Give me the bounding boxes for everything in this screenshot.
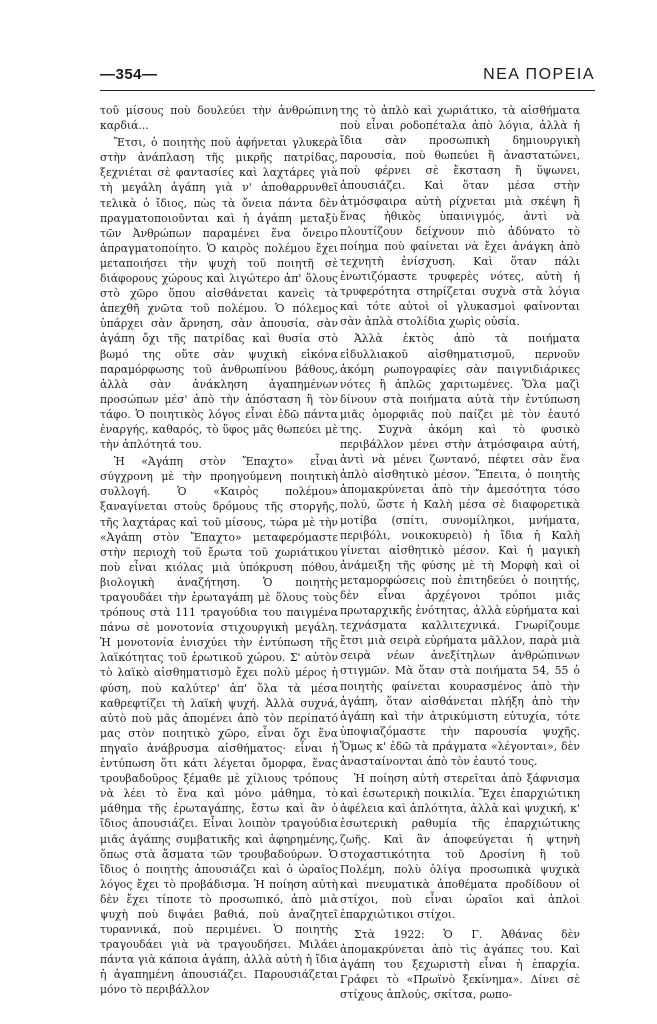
journal-title: ΝΕΑ ΠΟΡΕΙΑ: [483, 66, 595, 83]
paragraph: Ἔτσι, ὁ ποιητὴς ποὺ ἀφήνεται γλυκερὰ στὴν ἀνάπλαση τῆς μικρῆς πατρίδας, ξεχνιέται σὲ φαντασίες καὶ λαχτάρες γιὰ τὴ μεγάλη ἀγάπη γιὰ ν' ἀποθαρρυνθεῖ τελικὰ ὁ ἴδιος, πὼς τὰ ὄνεια πάντα δὲν πραγματοποιοῦνται καὶ ἡ ἀγάπη μεταξὺ τῶν Ἀνθρώπων παραμένει ἕνα ὄνειρο ἀπραγματοποίητο. Ὁ καιρὸς πολέμου ἔχει μεταποιήσει τὴν ψυχὴ τοῦ ποιητῆ σὲ διάφορους χώρους καὶ λιγώτερο ἀπ' ὅλους στὸ χῶρο ὅπου αἰσθάνεται κανεὶς τὰ ἀπεχθῆ χνῶτα τοῦ πολέμου. Ὁ πόλεμος ὑπάρχει σὰν ἄρνηση, σὰν ἀπουσία, σὰν ἀγάπη ὄχι τῆς πατρίδας καὶ θυσία στὸ βωμό της οὔτε σὰν ψυχικὴ εἰκόνα παραμόρφωσης τοῦ ἀνθρωπίνου βάθους, ἀλλὰ σὰν ἀνάκληση ἀγαπημένων προσώπων μέσ' ἀπὸ τὴν ἀπόσταση ἢ τὸν τάφο. Ὁ ποιητικὸς λόγος εἶναι ἐδῶ πάντα ἐναργής, καθαρός, τὸ ὕφος μᾶς θωπεύει μὲ τὴν ἁπλότητά του.: [100, 136, 338, 452]
right-column: [340, 103, 580, 1003]
paragraph: Στὰ 1922: Ὁ Γ. Ἀθάνας δὲν ἀπομακρύνεται ἀπὸ τὶς ἀγάπες του. Καὶ ἀγάπη του ξεχωριστὴ εἶναι ἡ ἐπαρχία. Γράφει τὸ «Πρωϊνὸ ξεκίνημα». Δίνει σὲ στίχους ἁπλούς, σκίτσα, ρωπο-: [340, 928, 580, 1002]
left-column: [100, 103, 338, 998]
paragraph: Ἀλλὰ ἐκτὸς ἀπὸ τὰ ποιήματα εἰδυλλιακοῦ αἰσθηματισμοῦ, περνοῦν ἀκόμη ρωπογραφίες σὰν παιγνιδιάρικες νότες ἢ ἁπλῶς χαριτωμένες. Ὅλα μαζὶ δίνουν στὰ ποιήματα αὐτὰ τὴν ἐντύπωση μιᾶς ὁμορφιᾶς ποὺ παίζει μὲ τὸν ἑαυτό της. Συχνὰ ἀκόμη καὶ τὸ φυσικὸ περιβάλλον μένει στὴν ἀτμόσφαιρα αὐτή, ἀντὶ νὰ μένει ζωντανό, πέφτει σὰν ἕνα ἁπλὸ αἰσθητικὸ μέσον. Ἔπειτα, ὁ ποιητὴς ἀπομακρύνεται ἀπὸ τὴν ἀμεσότητα τόσο πολύ, ὥστε ἡ Καλὴ μέσα σὲ διαφορετικὰ μοτίβα (σπίτι, συνομίληκοι, μνήματα, περιβόλι, νοικοκυρειὸ) ἡ ἴδια ἡ Καλὴ γίνεται αἰσθητικὸ μέσον. Καὶ ἡ μαγικὴ ἀνάμειξη τῆς φύσης μὲ τὴ Μορφὴ καὶ οἱ μεταμορφώσεις ποὺ ἐπιτηδεύει ὁ ποιητής, δὲν εἶναι ἀρχέγονοι τρόποι μιᾶς πρωταρχικῆς ἑνότητας, ἀλλὰ εὑρήματα καὶ τεχνάσματα καλλιτεχνικά. Γνωρίζουμε ἔτσι μιὰ σειρὰ εὑρήματα μᾶλλον, παρὰ μιὰ σειρὰ νέων ἀνεξίτηλων ἀνθρώπινων στιγμῶν. Μὰ ὅταν στὰ ποιήματα 54, 55 ὁ ποιητὴς φαίνεται κουρασμένος ἀπὸ τὴν ἀγάπη, ὅταν αἰσθάνεται πλήξη ἀπὸ τὴν ἀγάπη καὶ τὴν ἀτρικύμιστη εὐτυχία, τότε ὑποψιαζόμαστε τὴν παρουσία ψυχῆς. Ὅμως κ' ἐδῶ τὰ πράγματα «λέγονται», δὲν ἀνασταίνονται ἀπὸ τὸν ἑαυτό τους.: [340, 332, 580, 769]
paragraph: Ἡ ποίηση αὐτὴ στερεῖται ἀπὸ ξάφνισμα καὶ ἐσωτερικὴ ποικιλία. Ἔχει ἐπαρχιώτικη ἀφέλεια καὶ ἁπλότητα, ἀλλὰ καὶ ψυχική, κ' ἐσωτερικὴ ραθυμία τῆς ἐπαρχιώτικης ζωῆς. Καὶ ἂν ἀποφεύγεται ἡ ψτηνὴ στοχαστικότητα τοῦ Δροσίνη ἢ τοῦ Πολέμη, πολὺ ὀλίγα προσωπικὰ ψυχικὰ καὶ πνευματικὰ ἀποθέματα προδίδουν οἱ στίχοι, ποὺ εἶναι ὡραῖοι καὶ ἁπλοὶ ἐπαρχιώτικοι στίχοι.: [340, 772, 580, 921]
paragraph: τοῦ μίσους ποὺ δουλεύει τὴν ἀνθρώπινη καρδιά...: [100, 104, 338, 133]
paragraph: Ἡ «Ἀγάπη στὸν Ἔπαχτο» εἶναι σύγχρονη μὲ τὴν προηγούμενη ποιητικὴ συλλογή. Ὁ «Καιρὸς πολέμου» ξαναγίνεται στοὺς δρόμους τῆς στοργῆς, τῆς λαχτάρας καὶ τοῦ μίσους, τώρα μὲ τὴν «Ἀγάπη στὸν Ἔπαχτο» μεταφερόμαστε στὴν περιοχὴ τοῦ ἔρωτα τοῦ χωριάτικου ποὺ εἶναι κιόλας μιὰ ὑπόκρυση πόθου, βιολογικὴ ἀναζήτηση. Ὁ ποιητὴς τραγουδάει τὴν ἐρωταγάπη μὲ ὅλους τοὺς τρόπους στὰ 111 τραγούδια του παιγμένα πάνω σὲ μονοτονία στιχουργικὴ μεγάλη. Ἡ μονοτονία ἐνισχύει τὴν ἐντύπωση τῆς λαϊκότητας τοῦ ἐρωτικοῦ χώρου. Σ' αὐτὸν τὸ λαϊκὸ αἰσθηματισμὸ ἔχει πολὺ μέρος ἡ φύση, ποὺ καλύτερ' ἀπ' ὅλα τὰ μέσα καθρεφτίζει τὴ λαϊκὴ ψυχή. Ἀλλὰ συχνά, αὐτὸ ποὺ μᾶς ἀπομένει ἀπὸ τὸν περίπατό μας στὸν ποιητικὸ χῶρο, εἶναι ὄχι ἕνα πηγαῖο ἀνάβρυσμα αἰσθήματος· εἶναι ἡ ἐντύπωση ὅτι κάτι λέγεται ὄμορφα, ἕνας τρουβαδοῦρος ξέμαθε μὲ χίλιους τρόπους νὰ λέει τὸ ἕνα καὶ μόνο μάθημα, τὸ μάθημα τῆς ἐρωταγάπης, ἔστω καὶ ἂν ὁ ἴδιος ἀπουσιάζει. Εἶναι λοιπὸν τραγούδια μιᾶς ἀγάπης συμβατικῆς καὶ ἀφηρημένης, ὅπως στὰ ἄσματα τῶν τρουβαδούρων. Ὁ ἴδιος ὁ ποιητὴς ἀπουσιάζει καὶ ὁ ὡραῖος λόγος ἔχει τὸ προβάδισμα. Ἡ ποίηση αὐτὴ δὲν ἔχει τίποτε τὸ προσωπικό, ἀπὸ μιὰ ψυχὴ ποὺ διψάει βαθιά, ποὺ ἀναζητεῖ τυραννικά, ποὺ περιμένει. Ὁ ποιητὴς τραγουδάει γιὰ νὰ τραγουδήσει. Μιλάει πάντα γιὰ κάποια ἀγάπη, ἀλλὰ αὐτὴ ἡ ἴδια ἡ ἀγαπημένη ἀπουσιάζει. Παρουσιάζεται μόνο τὸ περιβάλλον: [100, 455, 338, 997]
header-rule: [100, 90, 595, 91]
page-number: —354—: [100, 66, 158, 83]
page-header: [100, 66, 595, 88]
paragraph: της τὸ ἁπλὸ καὶ χωριάτικο, τὰ αἰσθήματα ποὺ εἶναι ροδοπέταλα ἀπὸ λόγια, ἀλλὰ ἡ ἴδια σὰν προσωπικὴ δημιουργικὴ παρουσία, ποὺ θωπεύει ἢ ἀναστατώνει, ποὺ φέρνει σὲ ἔκσταση ἢ ὕψωνει, ἀπουσιάζει. Καὶ ὅταν μέσα στὴν ἀτμόσφαιρα αὐτὴ ρίχνεται μιὰ σκέψη ἢ ἕνας ἠθικὸς ὑπαινιγμός, ἀντὶ νὰ πλουτίζουν δείχνουν πιὸ ἀδύνατο τὸ ποίημα ποὺ φαίνεται νὰ ἔχει ἀνάγκη ἀπὸ τεχνητὴ ἐνίσχυση. Καὶ ὅταν πάλι ἐνωτιζόμαστε τρυφερὲς νότες, αὐτὴ ἡ τρυφερότητα στηρίζεται συχνὰ στὰ λόγια καὶ τότε αὐτοὶ οἱ γλυκασμοὶ φαίνονται σὰν ἁπλὰ στολίδια χωρὶς οὐσία.: [340, 104, 580, 329]
